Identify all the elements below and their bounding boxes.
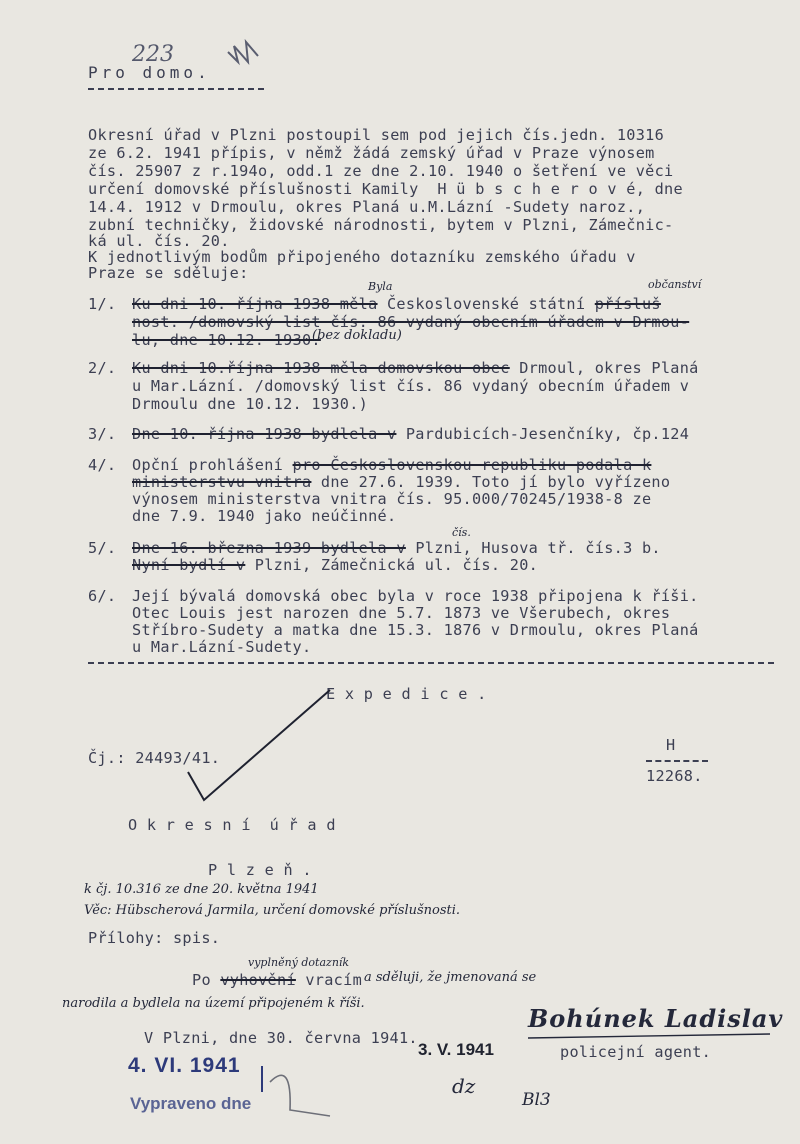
h-number: 12268. xyxy=(646,767,703,785)
hand-reference-1: k čj. 10.316 ze dne 20. května 1941 xyxy=(84,882,319,897)
initials: dz xyxy=(452,1074,476,1098)
city-name: P l z e ň . xyxy=(208,861,312,879)
point-3-struck: Dne 10. října 1938 bydlela v xyxy=(132,425,397,443)
date-line: V Plzni, dne 30. června 1941. xyxy=(144,1029,418,1047)
intro-line-4: určení domovské příslušnosti Kamily H ü b s c h e r o v é, dne xyxy=(88,180,683,198)
point-5-struck-2: Nyní bydlí v xyxy=(132,556,246,574)
closing-hand-continuation: a sděluji, že jmenovaná se xyxy=(364,970,537,985)
intro-line-3: čís. 25907 z r.194o, odd.1 ze dne 2.10. 1940 o šetření ve věci xyxy=(88,162,674,180)
point-1-number: 1/. xyxy=(88,295,117,313)
point-6-line-2: Otec Louis jest narozen dne 5.7. 1873 ve Všerubech, okres xyxy=(132,604,671,622)
header-scribble: 223 xyxy=(132,42,174,67)
header-scribble-mark xyxy=(228,42,258,62)
point-1-hand-above-2: občanství xyxy=(648,278,702,291)
stamp-hand-stroke xyxy=(270,1075,330,1116)
attachments: Přílohy: spis. xyxy=(88,929,221,947)
point-4-struck-2: ministerstvu vnitra xyxy=(132,473,312,491)
initials-2: Bl3 xyxy=(522,1090,551,1110)
point-1-line-2: nost. /domovský list čís. 86 vydaný obecním úřadem v Drmou- xyxy=(132,313,690,331)
hand-reference-2: Věc: Hübscherová Jarmila, určení domovské příslušnosti. xyxy=(84,903,461,918)
intro-line-5: 14.4. 1912 v Drmoulu, okres Planá u.M.Lázní -Sudety naroz., xyxy=(88,198,646,216)
point-1-hand-above: Byla xyxy=(368,280,393,293)
point-2-text: Drmoul, okres Planá xyxy=(509,359,699,377)
office-name: O k r e s n í ú ř a d xyxy=(128,816,336,834)
point-2-struck: Ku dni 10.října 1938 měla domovskou obec xyxy=(132,359,510,377)
point-4-struck: pro Československou republiku podala k xyxy=(292,456,652,474)
closing-text-a: Po xyxy=(192,971,221,989)
intro-line-2: ze 6.2. 1941 přípis, v němž žádá zemský úřad v Praze výnosem xyxy=(88,144,655,162)
point-3-number: 3/. xyxy=(88,425,117,443)
closing-hand-above: vyplněný dotazník xyxy=(248,956,350,969)
point-4-text-2: dne 27.6. 1939. Toto jí bylo vyřízeno xyxy=(311,473,671,491)
point-5-hand: čís. xyxy=(452,526,471,539)
date-stamp: 4. VI. 1941 xyxy=(128,1054,241,1077)
point-5-text: Plzni, Husova tř. čís.3 b. xyxy=(405,539,661,557)
signature: Bohúnek Ladislav xyxy=(528,1004,784,1033)
point-2-line-3: Drmoulu dne 10.12. 1930.) xyxy=(132,395,369,413)
point-1-line-3: lu, dne 10.12. 1930. xyxy=(132,331,321,349)
intro-line-6: zubní techničky, židovské národnosti, bytem v Plzni, Zámečnic- xyxy=(88,216,674,234)
point-5-number: 5/. xyxy=(88,539,117,557)
point-4-text: Opční prohlášení xyxy=(132,456,293,474)
check-mark xyxy=(188,690,330,800)
doc-title: Pro domo. xyxy=(88,63,211,82)
intro-line-7: ká ul. čís. 20. xyxy=(88,232,230,250)
intro-line-8: K jednotlivým bodům připojeného dotazníku zemského úřadu v xyxy=(88,248,636,266)
case-number: Čj.: 24493/41. xyxy=(88,749,221,767)
sent-stamp: Vypraveno dne xyxy=(130,1094,252,1113)
intro-line-1: Okresní úřad v Plzni postoupil sem pod jejich čís.jedn. 10316 xyxy=(88,126,665,144)
point-5-text-2: Plzni, Zámečnická ul. čís. 20. xyxy=(245,556,539,574)
closing-hand-line-2: narodila a bydlela na území připojeném k říši. xyxy=(62,996,365,1011)
point-6-line-1: Její bývalá domovská obec byla v roce 1938 připojena k říši. xyxy=(132,587,699,605)
point-1-text: Československé státní xyxy=(377,295,595,313)
point-6-number: 6/. xyxy=(88,587,117,605)
hand-date: 3. V. 1941 xyxy=(418,1040,494,1059)
point-1-struck-2: přísluš xyxy=(594,295,661,313)
point-2-number: 2/. xyxy=(88,359,117,377)
point-1-struck: Ku dni 10. října 1938 měla xyxy=(132,295,378,313)
point-2-line-2: u Mar.Lázní. /domovský list čís. 86 vydaný obecním úřadem v xyxy=(132,377,690,395)
closing-struck: vyhovění xyxy=(220,971,296,989)
intro-line-9: Praze se sděluje: xyxy=(88,264,249,282)
signature-underline xyxy=(528,1034,770,1038)
h-mark: H xyxy=(666,736,676,754)
point-3-text: Pardubicích-Jesenčníky, čp.124 xyxy=(396,425,690,443)
point-6-line-3: Stříbro-Sudety a matka dne 15.3. 1876 v Drmoulu, okres Planá xyxy=(132,621,699,639)
point-4-line-3: výnosem ministerstva vnitra čís. 95.000/70245/1938-8 ze xyxy=(132,490,652,508)
point-5-struck: Dne 16. března 1939 bydlela v xyxy=(132,539,406,557)
point-4-line-4: dne 7.9. 1940 jako neúčinné. xyxy=(132,507,397,525)
point-6-line-4: u Mar.Lázní-Sudety. xyxy=(132,638,312,656)
closing-text-b: vracím xyxy=(295,971,363,989)
point-1-hand-after: (bez dokladu) xyxy=(312,328,402,343)
signer-role: policejní agent. xyxy=(560,1043,712,1061)
expedice-heading: E x p e d i c e . xyxy=(326,685,487,703)
point-4-number: 4/. xyxy=(88,456,117,474)
